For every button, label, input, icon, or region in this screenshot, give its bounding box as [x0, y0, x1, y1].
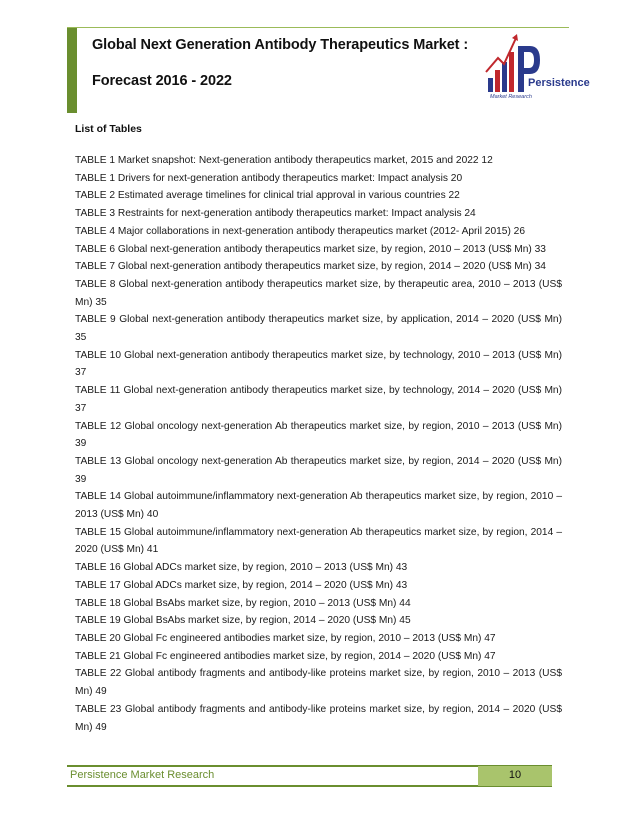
- table-entry[interactable]: TABLE 19 Global BsAbs market size, by region, 2014 – 2020 (US$ Mn) 45: [75, 615, 411, 627]
- list-heading: List of Tables: [75, 123, 142, 135]
- logo-wordmark: Persistence: [528, 77, 590, 89]
- page-title: Global Next Generation Antibody Therapeutics Market :: [92, 37, 469, 53]
- table-entry[interactable]: TABLE 13 Global oncology next-generation Ab therapeutics market size, by region, 2014 – 2020 (US$ Mn) 39: [75, 455, 562, 485]
- table-entry[interactable]: TABLE 17 Global ADCs market size, by region, 2014 – 2020 (US$ Mn) 43: [75, 579, 408, 591]
- table-entry[interactable]: TABLE 9 Global next-generation antibody therapeutics market size, by application, 2014 – 2020 (US$ Mn) 35: [75, 314, 562, 344]
- logo-tagline: Market Research: [490, 94, 532, 100]
- table-entry[interactable]: TABLE 2 Estimated average timelines for clinical trial approval in various countries 22: [75, 190, 460, 202]
- table-entry[interactable]: TABLE 1 Market snapshot: Next-generation antibody therapeutics market, 2015 and 2022 12: [75, 155, 493, 166]
- table-entry[interactable]: TABLE 11 Global next-generation antibody therapeutics market size, by technology, 2014 – 2020 (US$ Mn) 37: [75, 385, 562, 414]
- table-entry[interactable]: TABLE 21 Global Fc engineered antibodies market size, by region, 2014 – 2020 (US$ Mn) 47: [75, 650, 496, 662]
- table-entry[interactable]: TABLE 4 Major collaborations in next-generation antibody therapeutics market (2012- April 2015) 26: [75, 225, 526, 237]
- table-of-tables: [75, 152, 562, 736]
- table-entry[interactable]: TABLE 20 Global Fc engineered antibodies market size, by region, 2010 – 2013 (US$ Mn) 47: [75, 632, 496, 644]
- table-entry[interactable]: TABLE 22 Global antibody fragments and antibody-like proteins market size, by region, 2010 – 2013 (US$ Mn) 49: [75, 668, 562, 698]
- table-entry[interactable]: TABLE 6 Global next-generation antibody therapeutics market size, by region, 2010 – 2013 (US$ Mn) 33: [75, 243, 546, 255]
- persistence-logo: [482, 26, 590, 100]
- logo-bar-1: [488, 78, 493, 92]
- table-entry[interactable]: TABLE 12 Global oncology next-generation Ab therapeutics market size, by region, 2010 – 2013 (US$ Mn) 39: [75, 420, 562, 450]
- logo-bar-3: [502, 62, 507, 92]
- logo-bar-2: [495, 70, 500, 92]
- table-entry[interactable]: TABLE 1 Drivers for next-generation antibody therapeutics market: Impact analysis 20: [75, 172, 463, 184]
- table-entry[interactable]: TABLE 3 Restraints for next-generation antibody therapeutics market: Impact analysis 24: [75, 208, 476, 220]
- table-entry[interactable]: TABLE 14 Global autoimmune/inflammatory next-generation Ab therapeutics market size, by region, 2010 – 2013 (US$ Mn) 40: [75, 491, 562, 521]
- table-entry[interactable]: TABLE 7 Global next-generation antibody therapeutics market size, by region, 2014 – 2020 (US$ Mn) 34: [75, 261, 546, 273]
- table-entry[interactable]: TABLE 8 Global next-generation antibody therapeutics market size, by therapeutic area, 2010 – 2013 (US$ Mn) 35: [75, 278, 562, 308]
- page-subtitle: Forecast 2016 - 2022: [92, 73, 232, 89]
- page-number: 10: [508, 769, 522, 781]
- logo-bar-4: [509, 52, 514, 92]
- table-entry[interactable]: TABLE 15 Global autoimmune/inflammatory next-generation Ab therapeutics market size, by region, 2014 – 2020 (US$ Mn) 41: [75, 526, 562, 556]
- table-entry[interactable]: TABLE 10 Global next-generation antibody therapeutics market size, by technology, 2010 – 2013 (US$ Mn) 37: [75, 349, 562, 379]
- table-entry[interactable]: TABLE 23 Global antibody fragments and antibody-like proteins market size, by region, 2014 – 2020 (US$ Mn) 49: [75, 703, 562, 733]
- footer-company: Persistence Market Research: [70, 769, 215, 781]
- table-entry[interactable]: TABLE 16 Global ADCs market size, by region, 2010 – 2013 (US$ Mn) 43: [75, 562, 408, 574]
- table-entry[interactable]: TABLE 18 Global BsAbs market size, by region, 2010 – 2013 (US$ Mn) 44: [75, 597, 411, 609]
